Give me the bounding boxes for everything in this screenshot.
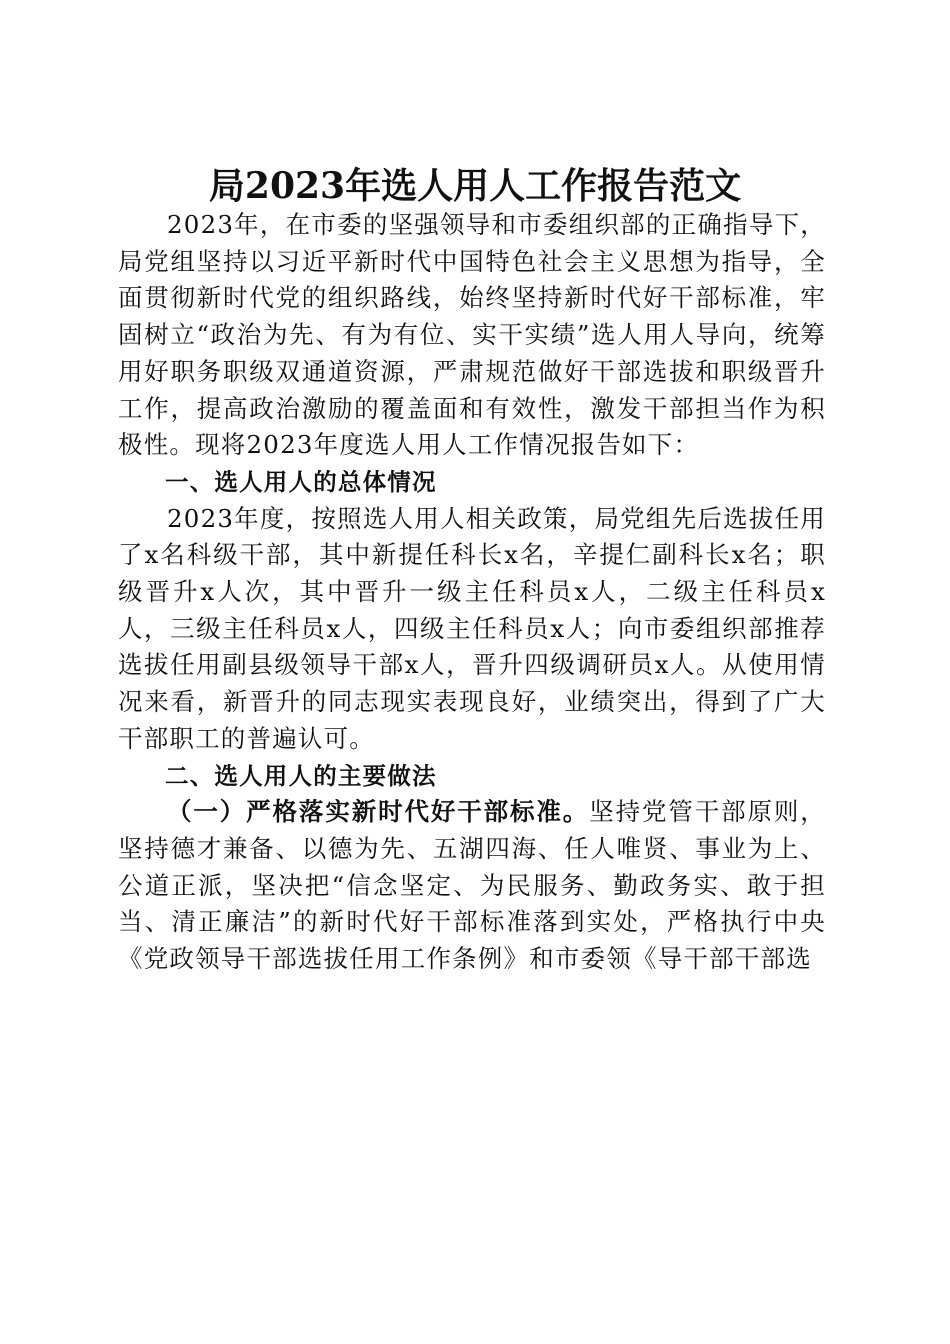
practice-subheading-1: （一）严格落实新时代好干部标准。	[167, 797, 590, 827]
document-body	[118, 207, 826, 978]
overview-paragraph: 2023年度，按照选人用人相关政策，局党组先后选拔任用了x名科级干部，其中新提任科长x名，辛提仁副科长x名；职级晋升x人次，其中晋升一级主任科员x人，二级主任科员x人，三级主任科员x人，四级主任科员x人；向市委组织部推荐选拔任用副县级领导干部x人，晋升四级调研员x人。从使用情况来看，新晋升的同志现实表现良好，业绩突出，得到了广大干部职工的普遍认可。	[118, 503, 826, 753]
practice-paragraph-1	[118, 794, 826, 978]
intro-paragraph: 2023年，在市委的坚强领导和市委组织部的正确指导下，局党组坚持以习近平新时代中国特色社会主义思想为指导，全面贯彻新时代党的组织路线，始终坚持新时代好干部标准，牢固树立“政治为先、有为有位、实干实绩”选人用人导向，统筹用好职务职级双通道资源，严肃规范做好干部选拔和职级晋升工作，提高政治激励的覆盖面和有效性，激发干部担当作为积极性。现将2023年度选人用人工作情况报告如下：	[118, 210, 826, 460]
section-heading-practices: 二、选人用人的主要做法	[165, 761, 437, 790]
practice-text-1: 坚持党管干部原则，坚持德才兼备、以德为先、五湖四海、任人唯贤、事业为上、公道正派，坚决把“信念坚定、为民服务、勤政务实、敢于担当、清正廉洁”的新时代好干部标准落到实处，严格执行中央《党政领导干部选拔任用工作条例》和市委领《导干部干部选	[118, 797, 826, 974]
section-heading-overview: 一、选人用人的总体情况	[165, 467, 437, 496]
document-title: 局2023年选人用人工作报告范文	[208, 165, 742, 208]
